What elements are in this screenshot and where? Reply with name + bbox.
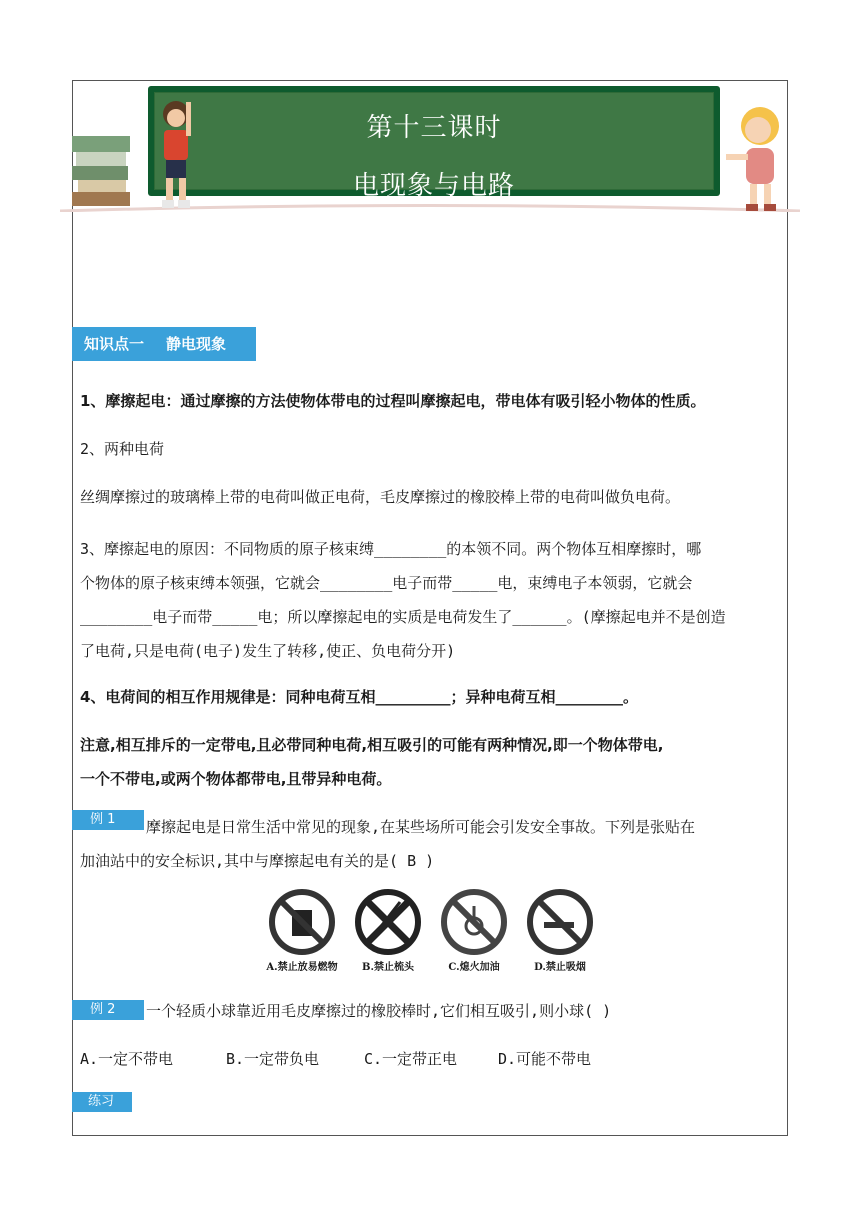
no-smoking-icon [526, 888, 594, 956]
sign-caption: D.禁止吸烟 [534, 962, 586, 973]
lesson-subtitle: 电现象与电路 [352, 171, 515, 201]
option-b: B.一定带负电 [226, 1050, 320, 1068]
point-2-text: 2、两种电荷 [80, 440, 165, 458]
section-heading [72, 327, 256, 361]
books-icon [68, 130, 138, 210]
option-c: C.一定带正电 [364, 1050, 458, 1068]
no-flammable-icon [268, 888, 336, 956]
sign-b [352, 888, 424, 973]
text-line: 3、摩擦起电的原因：不同物质的原子核束缚________的本领不同。两个物体互相摩擦时，哪 [80, 540, 702, 558]
no-comb-icon [354, 888, 422, 956]
text-line: 注意,相互排斥的一定带电,且必带同种电荷,相互吸引的可能有两种情况,即一个物体带电, [80, 736, 664, 754]
option-d: D.可能不带电 [498, 1050, 592, 1068]
sign-d [524, 888, 596, 973]
text-line: 个物体的原子核束缚本领强，它就会________电子而带_____电，束缚电子本领弱，它就会 [80, 574, 693, 592]
text-line: ________电子而带_____电；所以摩擦起电的实质是电荷发生了______。(摩擦起电并不是创造 [80, 608, 726, 626]
point-2-detail: 丝绸摩擦过的玻璃棒上带的电荷叫做正电荷，毛皮摩擦过的橡胶棒上带的电荷叫做负电荷。 [80, 488, 681, 506]
sign-caption: B.禁止梳头 [362, 962, 414, 973]
point-3-paragraph [80, 532, 780, 668]
example-2-tag: 例 2 [72, 1000, 144, 1020]
example-2-options [80, 1042, 780, 1076]
boy-illustration-icon [152, 92, 202, 214]
text-line: 一个不带电,或两个物体都带电,且带异种电荷。 [80, 770, 392, 788]
section-title: 静电现象 [166, 335, 227, 353]
section-number: 知识点一 [84, 335, 145, 353]
example-1-line1: 摩擦起电是日常生活中常见的现象,在某些场所可能会引发安全事故。下列是张贴在 [146, 818, 696, 836]
text-line: 了电荷,只是电荷(电子)发生了转移,使正、负电荷分开) [80, 642, 456, 660]
point-1-text: 1、摩擦起电：通过摩擦的方法使物体带电的过程叫摩擦起电，带电体有吸引轻小物体的性质。 [80, 392, 706, 410]
practice-tag: 练习 [72, 1092, 132, 1112]
girl-illustration-icon [720, 102, 800, 214]
example-2-question: 一个轻质小球靠近用毛皮摩擦过的橡胶棒时,它们相互吸引,则小球( ) [146, 1002, 612, 1020]
lesson-banner [60, 82, 800, 217]
point-4-text: 4、电荷间的相互作用规律是：同种电荷互相__________；异种电荷互相_________。 [80, 688, 638, 706]
sign-c [438, 888, 510, 973]
example-1-tag: 例 1 [72, 810, 144, 830]
no-refuel-icon [440, 888, 508, 956]
sign-caption: A.禁止放易燃物 [266, 962, 338, 973]
note-paragraph [80, 728, 780, 796]
chalkboard [148, 86, 720, 201]
option-a: A.一定不带电 [80, 1050, 174, 1068]
lesson-title: 第十三课时 [366, 113, 502, 143]
sign-caption: C.熄火加油 [448, 962, 500, 973]
safety-signs [266, 888, 596, 978]
example-1-line2: 加油站中的安全标识,其中与摩擦起电有关的是( B ) [80, 852, 435, 870]
sign-a [266, 888, 338, 973]
